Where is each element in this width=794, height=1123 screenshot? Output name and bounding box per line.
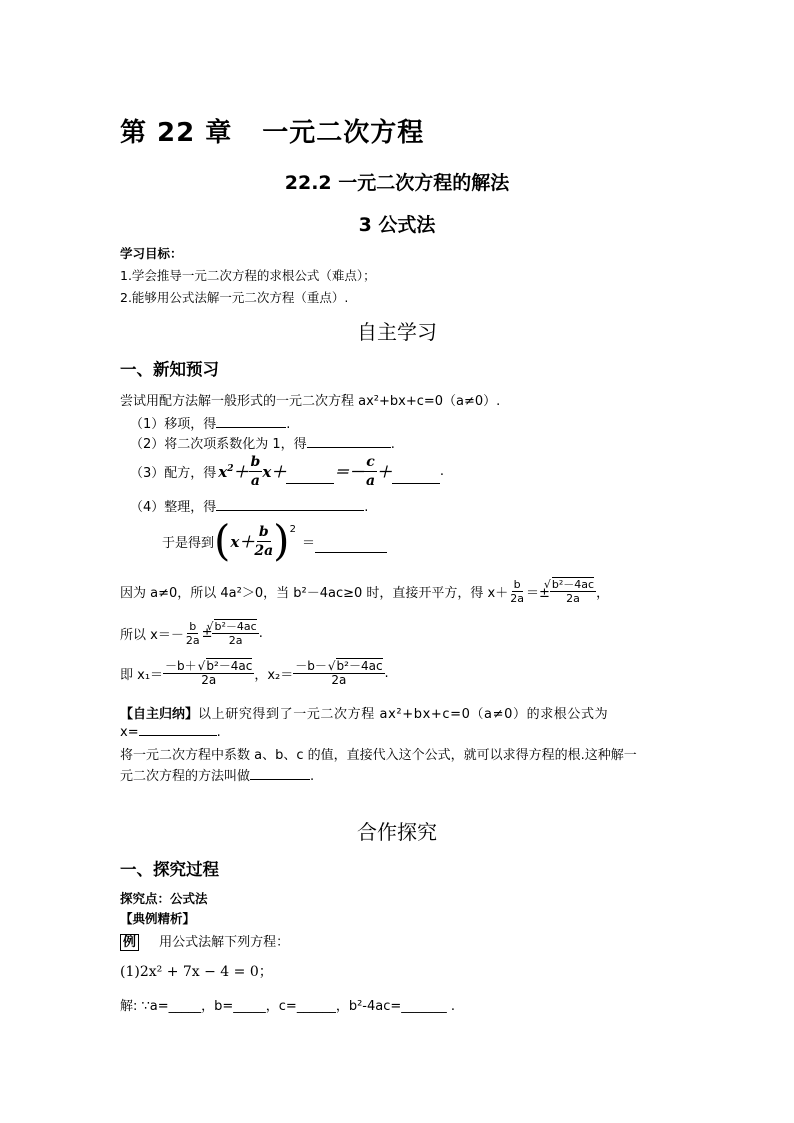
step-3: （3）配方，得 $x^2+$ $\frac{b}{a}$ x＋ ＝－ $\frac{c}{a}$ ＋ . <box>130 454 444 489</box>
example-box: 例 <box>120 934 139 951</box>
coop-heading: 合作探究 <box>357 820 437 844</box>
example-label: 【典例精析】 <box>120 911 196 926</box>
explore-point: 探究点：公式法 <box>120 891 208 906</box>
formula-answer-line: x= . <box>120 725 221 740</box>
example-line: 例 用公式法解下列方程： <box>120 931 289 950</box>
objective-2: 2.能够用公式法解一元二次方程（重点）. <box>120 290 349 305</box>
objectives-title: 学习目标： <box>120 246 183 261</box>
new-knowledge-title: 一、新知预习 <box>120 360 219 379</box>
problem-1: (1)2x² + 7x − 4 = 0； <box>120 964 273 980</box>
self-study-heading: 自主学习 <box>357 320 437 344</box>
step-4: （4）整理，得 . <box>130 500 369 515</box>
intro-text: 尝试用配方法解一般形式的一元二次方程 ax²+bx+c=0（a≠0）. <box>120 394 501 409</box>
explore-process-title: 一、探究过程 <box>120 860 219 879</box>
chapter-heading <box>120 112 424 149</box>
solution-line: 解: ∵a=_____，b=_____，c=______，b²-4ac=_______ . <box>120 999 456 1014</box>
step-1: （1）移项，得 . <box>130 417 291 432</box>
summary-line: 【自主归纳】以上研究得到了一元二次方程 ax²+bx+c=0（a≠0）的求根公式为 <box>120 707 609 722</box>
subsection-title: 3 公式法 <box>358 214 436 236</box>
so-x-line: 所以 x＝－ $\frac{b}{2a}$ ± √ $\frac{\text{b²－4ac}}{2a}$ . <box>120 620 263 647</box>
step-2: （2）将二次项系数化为 1，得 . <box>130 437 395 452</box>
section-title: 22.2 一元二次方程的解法 <box>284 172 510 194</box>
since-line: 因为 a≠0，所以 4a²＞0，当 b²－4ac≥0 时，直接开平方，得 x＋ $\frac{b}{2a}$ ＝± √ $\frac{\text{b²－4ac}}{2a}$ ， <box>120 578 609 605</box>
objective-1: 1.学会推导一元二次方程的求根公式（难点）； <box>120 268 376 283</box>
method-line-1: 将一元二次方程中系数 a、b、c 的值，直接代入这个公式，就可以求得方程的根.这种解一 <box>120 748 637 763</box>
roots-line: 即 x₁＝ $\frac{\text{－b＋√ b²－4ac}}{2a}$ ，x₂＝ $\frac{\text{－b－√ b²－4ac}}{2a}$ . <box>120 660 389 687</box>
so-get-line: 于是得到 ( x＋ $\frac{b}{2a}$ ) 2 ＝ <box>162 520 387 562</box>
method-line-2: 元二次方程的方法叫做 . <box>120 769 315 784</box>
chapter-title: 一元二次方程 <box>262 118 425 148</box>
chapter-number: 第 22 章 <box>120 118 233 148</box>
